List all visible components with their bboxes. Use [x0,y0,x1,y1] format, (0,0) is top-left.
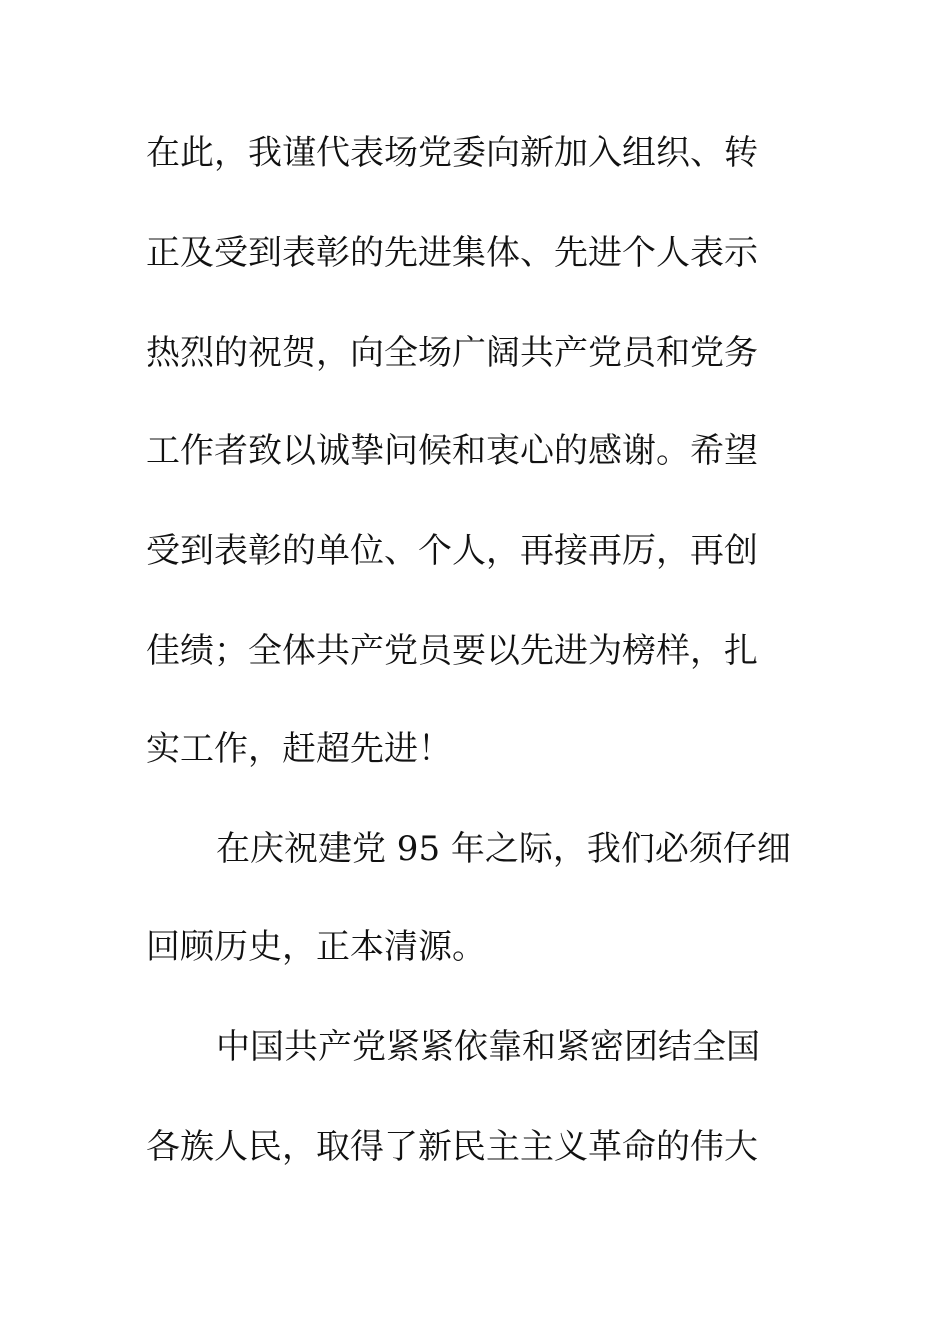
paragraph-1-line-5: 受到表彰的单位、个人，再接再厉，再创 [146,531,758,571]
paragraph-3-line-2: 各族人民，取得了新民主主义革命的伟大 [146,1127,758,1167]
paragraph-3-line-1: 中国共产党紧紧依靠和紧密团结全国 [216,1027,760,1067]
paragraph-2-line-1: 在庆祝建党 95 年之际，我们必须仔细 [216,829,791,869]
paragraph-1-line-7: 实工作，赶超先进！ [146,729,452,769]
paragraph-1-line-4: 工作者致以诚挚问候和衷心的感谢。希望 [146,431,758,471]
paragraph-1-line-1: 在此，我谨代表场党委向新加入组织、转 [146,133,758,173]
paragraph-2-line-2: 回顾历史，正本清源。 [146,927,486,967]
paragraph-1-line-6: 佳绩；全体共产党员要以先进为榜样，扎 [146,631,758,671]
paragraph-1-line-3: 热烈的祝贺，向全场广阔共产党员和党务 [146,333,758,373]
paragraph-1-line-2: 正及受到表彰的先进集体、先进个人表示 [146,233,758,273]
